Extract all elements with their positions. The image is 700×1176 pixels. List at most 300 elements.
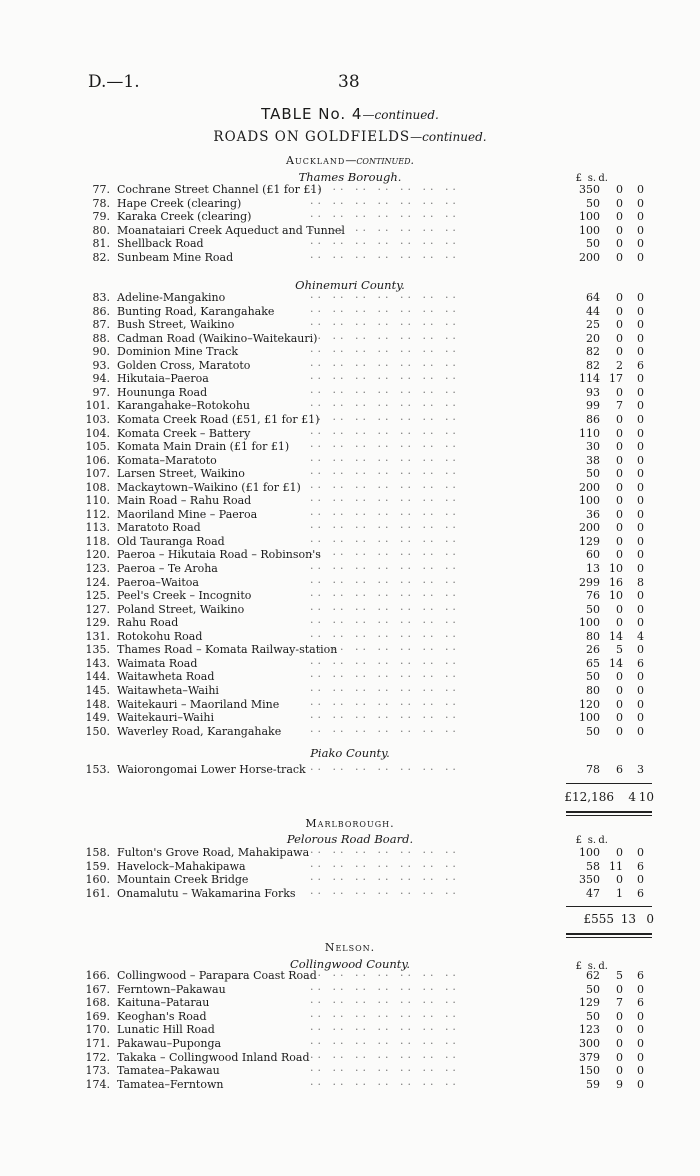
leader-dots: ·· ·· ·· ·· ·· ·· ··: [310, 616, 460, 629]
item-number: 166.: [85, 969, 110, 982]
amount-pence: 0: [637, 467, 644, 480]
amount-shillings: 14: [609, 657, 623, 670]
item-number: 97.: [92, 386, 110, 399]
total-pence: 0: [646, 912, 654, 926]
table-row: [60, 345, 660, 359]
amount-shillings: 0: [616, 210, 623, 223]
amount-shillings: 0: [616, 1064, 623, 1077]
amount-pence: 3: [637, 763, 644, 776]
table-row: [60, 1010, 660, 1024]
road-name: Tamatea–Ferntown: [117, 1078, 224, 1091]
subheading-thames-borough: Thames Borough.: [298, 170, 402, 184]
amount-pence: 0: [637, 643, 644, 656]
amount-shillings: 0: [616, 698, 623, 711]
amount-shillings: 0: [616, 251, 623, 264]
amount-shillings: 0: [616, 197, 623, 210]
road-name: Poland Street, Waikino: [117, 603, 245, 616]
table-row: [60, 427, 660, 441]
item-number: 105.: [85, 440, 110, 453]
amount-pounds: 20: [586, 332, 600, 345]
item-number: 86.: [92, 305, 110, 318]
item-number: 101.: [85, 399, 110, 412]
leader-dots: ·· ·· ·· ·· ·· ·· ··: [310, 345, 460, 358]
page-number: 38: [338, 72, 360, 92]
item-number: 129.: [85, 616, 110, 629]
item-number: 83.: [92, 291, 110, 304]
leader-dots: ·· ·· ·· ·· ·· ·· ··: [310, 427, 460, 440]
amount-pounds: 114: [579, 372, 600, 385]
item-number: 94.: [92, 372, 110, 385]
table-row: [60, 846, 660, 860]
item-number: 106.: [85, 454, 110, 467]
amount-pence: 0: [637, 562, 644, 575]
amount-pounds: 86: [586, 413, 600, 426]
amount-shillings: 0: [616, 494, 623, 507]
table-title: [0, 105, 700, 123]
table-row: [60, 399, 660, 413]
amount-shillings: 0: [616, 548, 623, 561]
item-number: 88.: [92, 332, 110, 345]
amount-pounds: 25: [586, 318, 600, 331]
total-double-rule-lower: [566, 815, 652, 816]
leader-dots: ·· ·· ·· ·· ·· ·· ··: [310, 763, 460, 776]
road-name: Cadman Road (Waikino–Waitekauri): [117, 332, 318, 345]
table-row: [60, 386, 660, 400]
road-name: Golden Cross, Maratoto: [117, 359, 251, 372]
amount-shillings: 14: [609, 630, 623, 643]
leader-dots: ·· ·· ·· ·· ·· ·· ··: [310, 359, 460, 372]
road-name: Hape Creek (clearing): [117, 197, 242, 210]
table-title-text: TABLE No. 4: [261, 105, 363, 123]
amount-pounds: 150: [579, 1064, 600, 1077]
leader-dots: ·· ·· ·· ·· ·· ·· ··: [310, 684, 460, 697]
amount-pounds: 36: [586, 508, 600, 521]
item-number: 159.: [85, 860, 110, 873]
amount-pence: 0: [637, 711, 644, 724]
amount-pence: 0: [637, 603, 644, 616]
pence-head: d.: [598, 835, 608, 846]
leader-dots: ·· ·· ·· ·· ·· ·· ··: [310, 711, 460, 724]
amount-shillings: 0: [616, 467, 623, 480]
leader-dots: ·· ·· ·· ·· ·· ·· ··: [310, 521, 460, 534]
item-number: 168.: [85, 996, 110, 1009]
road-name: Keoghan's Road: [117, 1010, 207, 1023]
amount-shillings: 0: [616, 846, 623, 859]
table-row: [60, 1023, 660, 1037]
amount-shillings: 0: [616, 454, 623, 467]
road-name: Havelock–Mahakipawa: [117, 860, 246, 873]
amount-pence: 0: [637, 535, 644, 548]
leader-dots: ·· ·· ·· ·· ·· ·· ··: [310, 332, 460, 345]
amount-pounds: 123: [579, 1023, 600, 1036]
shillings-head: s.: [587, 835, 596, 846]
road-name: Cochrane Street Channel (£1 for £1): [117, 183, 322, 196]
table-row: [60, 413, 660, 427]
road-name: Waiorongomai Lower Horse-track: [117, 763, 306, 776]
amount-pounds: 50: [586, 237, 600, 250]
item-number: 167.: [85, 983, 110, 996]
road-name: Paeroa–Waitoa: [117, 576, 199, 589]
subheading-piako-county: Piako County.: [310, 746, 390, 760]
amount-pounds: 300: [579, 1037, 600, 1050]
amount-pounds: 82: [586, 359, 600, 372]
item-number: 171.: [85, 1037, 110, 1050]
table-row: [60, 467, 660, 481]
road-name: Komata Creek Road (£51, £1 for £1): [117, 413, 320, 426]
table-row: [60, 197, 660, 211]
table-row: [60, 1037, 660, 1051]
road-name: Karangahake–Rotokohu: [117, 399, 250, 412]
road-name: Waitekauri – Maoriland Mine: [117, 698, 280, 711]
subtotal-rule: [566, 783, 652, 784]
amount-pence: 0: [637, 548, 644, 561]
leader-dots: ·· ·· ·· ·· ·· ·· ··: [310, 603, 460, 616]
amount-pounds: 38: [586, 454, 600, 467]
amount-pence: 0: [637, 481, 644, 494]
table-row: [60, 237, 660, 251]
amount-shillings: 0: [616, 183, 623, 196]
shillings-head: s.: [587, 961, 596, 972]
amount-pence: 8: [637, 576, 644, 589]
pounds-head: £: [575, 961, 582, 972]
amount-shillings: 0: [616, 305, 623, 318]
item-number: 160.: [85, 873, 110, 886]
item-number: 82.: [92, 251, 110, 264]
amount-pounds: 50: [586, 983, 600, 996]
amount-pence: 0: [637, 1064, 644, 1077]
item-number: 149.: [85, 711, 110, 724]
amount-pounds: 100: [579, 224, 600, 237]
amount-pence: 0: [637, 440, 644, 453]
road-name: Maratoto Road: [117, 521, 201, 534]
leader-dots: ·· ·· ·· ·· ·· ·· ··: [310, 1051, 460, 1064]
road-name: Moanataiari Creek Aqueduct and Tunnel: [117, 224, 345, 237]
amount-shillings: 2: [616, 359, 623, 372]
item-number: 104.: [85, 427, 110, 440]
table-row: [60, 630, 660, 644]
amount-pounds: 93: [586, 386, 600, 399]
road-name: Pakawau–Puponga: [117, 1037, 222, 1050]
item-number: 145.: [85, 684, 110, 697]
leader-dots: ·· ·· ·· ·· ·· ·· ··: [310, 183, 460, 196]
amount-pence: 0: [637, 873, 644, 886]
amount-pence: 4: [637, 630, 644, 643]
table-row: [60, 684, 660, 698]
pence-head: d.: [598, 961, 608, 972]
table-row: [60, 576, 660, 590]
item-number: 125.: [85, 589, 110, 602]
amount-shillings: 0: [616, 521, 623, 534]
road-name: Sunbeam Mine Road: [117, 251, 234, 264]
item-number: 161.: [85, 887, 110, 900]
table-row: [60, 454, 660, 468]
amount-pence: 0: [637, 399, 644, 412]
item-number: 131.: [85, 630, 110, 643]
total-double-rule-lower: [566, 937, 652, 938]
item-number: 103.: [85, 413, 110, 426]
amount-pounds: 50: [586, 603, 600, 616]
road-name: Tamatea–Pakawau: [117, 1064, 220, 1077]
table-row: [60, 983, 660, 997]
pounds-head: £: [575, 835, 582, 846]
item-number: 77.: [92, 183, 110, 196]
leader-dots: ·· ·· ·· ·· ·· ·· ··: [310, 873, 460, 886]
amount-pence: 0: [637, 386, 644, 399]
leader-dots: ·· ·· ·· ·· ·· ·· ··: [310, 318, 460, 331]
leader-dots: ·· ·· ·· ·· ·· ·· ··: [310, 562, 460, 575]
subheading-collingwood-county: Collingwood County.: [289, 957, 410, 971]
amount-pounds: 62: [586, 969, 600, 982]
table-row: [60, 860, 660, 874]
amount-pounds: 50: [586, 725, 600, 738]
leader-dots: ·· ·· ·· ·· ·· ·· ··: [310, 983, 460, 996]
amount-pence: 6: [637, 969, 644, 982]
table-row: [60, 657, 660, 671]
amount-pence: 0: [637, 1078, 644, 1091]
amount-pounds: 65: [586, 657, 600, 670]
item-number: 148.: [85, 698, 110, 711]
table-row: [60, 494, 660, 508]
region-continued: —continued.: [345, 154, 414, 167]
amount-shillings: 0: [616, 224, 623, 237]
amount-shillings: 0: [616, 873, 623, 886]
table-row: [60, 224, 660, 238]
amount-pounds: 58: [586, 860, 600, 873]
road-name: Main Road – Rahu Road: [117, 494, 252, 507]
road-name: Waitawheta Road: [117, 670, 215, 683]
item-number: 78.: [92, 197, 110, 210]
amount-pence: 0: [637, 670, 644, 683]
document-reference: D.—1.: [88, 72, 140, 92]
amount-pence: 0: [637, 183, 644, 196]
amount-pounds: 80: [586, 684, 600, 697]
amount-pounds: 78: [586, 763, 600, 776]
amount-pounds: 50: [586, 467, 600, 480]
amount-pence: 0: [637, 454, 644, 467]
leader-dots: ·· ·· ·· ·· ·· ·· ··: [310, 508, 460, 521]
amount-pence: 0: [637, 345, 644, 358]
amount-pence: 0: [637, 291, 644, 304]
leader-dots: ·· ·· ·· ·· ·· ·· ··: [310, 454, 460, 467]
amount-pounds: 82: [586, 345, 600, 358]
leader-dots: ·· ·· ·· ·· ·· ·· ··: [310, 467, 460, 480]
leader-dots: ·· ·· ·· ·· ·· ·· ··: [310, 481, 460, 494]
amount-pounds: 200: [579, 251, 600, 264]
road-name: Waimata Road: [117, 657, 198, 670]
amount-pence: 0: [637, 197, 644, 210]
road-name: Maoriland Mine – Paeroa: [117, 508, 258, 521]
amount-pounds: 299: [579, 576, 600, 589]
road-name: Peel's Creek – Incognito: [117, 589, 252, 602]
road-name: Karaka Creek (clearing): [117, 210, 252, 223]
amount-pence: 6: [637, 860, 644, 873]
table-row: [60, 1064, 660, 1078]
road-name: Rahu Road: [117, 616, 179, 629]
road-name: Waitawheta–Waihi: [117, 684, 219, 697]
amount-shillings: 11: [609, 860, 623, 873]
amount-pence: 0: [637, 224, 644, 237]
shillings-head: s.: [587, 173, 596, 184]
table-row: [60, 359, 660, 373]
item-number: 174.: [85, 1078, 110, 1091]
amount-shillings: 0: [616, 237, 623, 250]
subheading-ohinemuri-county: Ohinemuri County.: [295, 278, 405, 292]
amount-pounds: 50: [586, 1010, 600, 1023]
amount-shillings: 0: [616, 345, 623, 358]
amount-pence: 6: [637, 657, 644, 670]
item-number: 93.: [92, 359, 110, 372]
table-row: [60, 291, 660, 305]
amount-shillings: 0: [616, 711, 623, 724]
table-subtitle: [0, 129, 700, 145]
amount-shillings: 0: [616, 508, 623, 521]
table-row: [60, 508, 660, 522]
road-name: Bush Street, Waikino: [117, 318, 235, 331]
amount-shillings: 0: [616, 291, 623, 304]
amount-pence: 0: [637, 1023, 644, 1036]
amount-pence: 0: [637, 508, 644, 521]
total-double-rule: [566, 933, 652, 935]
table-row: [60, 873, 660, 887]
subheading-pelorous-road-board: Pelorous Road Board.: [286, 832, 414, 846]
item-number: 124.: [85, 576, 110, 589]
amount-shillings: 1: [616, 887, 623, 900]
table-row: [60, 372, 660, 386]
road-name: Onamalutu – Wakamarina Forks: [117, 887, 296, 900]
item-number: 123.: [85, 562, 110, 575]
leader-dots: ·· ·· ·· ·· ·· ·· ··: [310, 224, 460, 237]
item-number: 113.: [85, 521, 110, 534]
leader-dots: ·· ·· ·· ·· ·· ·· ··: [310, 197, 460, 210]
item-number: 158.: [85, 846, 110, 859]
road-name: Dominion Mine Track: [117, 345, 239, 358]
item-number: 79.: [92, 210, 110, 223]
pounds-head: £: [575, 173, 582, 184]
table-row: [60, 589, 660, 603]
amount-pounds: 100: [579, 616, 600, 629]
total-shillings: 13: [620, 912, 636, 926]
leader-dots: ·· ·· ·· ·· ·· ·· ··: [310, 305, 460, 318]
road-name: Collingwood – Parapara Coast Road: [117, 969, 317, 982]
table-row: [60, 1078, 660, 1092]
amount-pence: 6: [637, 887, 644, 900]
amount-pounds: 13: [586, 562, 600, 575]
amount-shillings: 0: [616, 413, 623, 426]
item-number: 150.: [85, 725, 110, 738]
amount-pence: 0: [637, 846, 644, 859]
amount-pounds: 26: [586, 643, 600, 656]
amount-pence: 0: [637, 427, 644, 440]
leader-dots: ·· ·· ·· ·· ·· ·· ··: [310, 237, 460, 250]
amount-pence: 0: [637, 1037, 644, 1050]
road-name: Hoununga Road: [117, 386, 208, 399]
amount-pence: 0: [637, 413, 644, 426]
amount-shillings: 16: [609, 576, 623, 589]
amount-pounds: 110: [579, 427, 600, 440]
road-name: Bunting Road, Karangahake: [117, 305, 275, 318]
amount-pounds: 100: [579, 494, 600, 507]
leader-dots: ·· ·· ·· ·· ·· ·· ··: [310, 251, 460, 264]
table-row: [60, 698, 660, 712]
item-number: 87.: [92, 318, 110, 331]
road-name: Thames Road – Komata Railway-station: [117, 643, 338, 656]
leader-dots: ·· ·· ·· ·· ·· ·· ··: [310, 576, 460, 589]
amount-pence: 0: [637, 684, 644, 697]
leader-dots: ·· ·· ·· ·· ·· ·· ··: [310, 535, 460, 548]
leader-dots: ·· ·· ·· ·· ·· ·· ··: [310, 494, 460, 507]
amount-shillings: 10: [609, 562, 623, 575]
leader-dots: ·· ·· ·· ·· ·· ·· ··: [310, 413, 460, 426]
leader-dots: ·· ·· ·· ·· ·· ·· ··: [310, 440, 460, 453]
amount-pounds: 129: [579, 535, 600, 548]
table-row: [60, 603, 660, 617]
amount-shillings: 7: [616, 996, 623, 1009]
leader-dots: ·· ·· ·· ·· ·· ·· ··: [310, 372, 460, 385]
road-name: Adeline-Mangakino: [117, 291, 226, 304]
road-name: Komata Main Drain (£1 for £1): [117, 440, 290, 453]
leader-dots: ·· ·· ·· ·· ·· ·· ··: [310, 548, 460, 561]
leader-dots: ·· ·· ·· ·· ·· ·· ··: [310, 630, 460, 643]
amount-shillings: 0: [616, 684, 623, 697]
amount-shillings: 0: [616, 725, 623, 738]
item-number: 153.: [85, 763, 110, 776]
amount-shillings: 0: [616, 535, 623, 548]
amount-pounds: 50: [586, 670, 600, 683]
road-name: Komata Creek – Battery: [117, 427, 251, 440]
amount-pounds: 50: [586, 197, 600, 210]
amount-shillings: 0: [616, 603, 623, 616]
amount-pounds: 59: [586, 1078, 600, 1091]
item-number: 172.: [85, 1051, 110, 1064]
amount-pence: 0: [637, 318, 644, 331]
table-row: [60, 183, 660, 197]
amount-pounds: 379: [579, 1051, 600, 1064]
amount-pence: 0: [637, 237, 644, 250]
pence-head: d.: [598, 173, 608, 184]
table-subtitle-text: ROADS ON GOLDFIELDS: [213, 129, 411, 145]
leader-dots: ·· ·· ·· ·· ·· ·· ··: [310, 1078, 460, 1091]
amount-shillings: 0: [616, 440, 623, 453]
table-row: [60, 251, 660, 265]
amount-pence: 0: [637, 616, 644, 629]
total-shillings: 4: [628, 790, 636, 804]
amount-pounds: 350: [579, 183, 600, 196]
amount-pounds: 120: [579, 698, 600, 711]
leader-dots: ·· ·· ·· ·· ·· ·· ··: [310, 1023, 460, 1036]
road-name: Waitekauri–Waihi: [117, 711, 214, 724]
table-subtitle-continued: —continued.: [410, 130, 487, 144]
region-heading-marlborough: Marlborough.: [305, 817, 395, 830]
amount-shillings: 0: [616, 481, 623, 494]
amount-pounds: 129: [579, 996, 600, 1009]
total-pence: 10: [638, 790, 654, 804]
amount-pounds: 64: [586, 291, 600, 304]
item-number: 110.: [85, 494, 110, 507]
amount-pence: 0: [637, 725, 644, 738]
marlborough-total: [560, 911, 660, 927]
table-row: [60, 996, 660, 1010]
amount-pounds: 100: [579, 210, 600, 223]
amount-pence: 0: [637, 372, 644, 385]
amount-shillings: 0: [616, 1010, 623, 1023]
leader-dots: ·· ·· ·· ·· ·· ·· ··: [310, 698, 460, 711]
item-number: 80.: [92, 224, 110, 237]
region-name: Auckland: [286, 154, 346, 167]
item-number: 173.: [85, 1064, 110, 1077]
leader-dots: ·· ·· ·· ·· ·· ·· ··: [310, 670, 460, 683]
amount-shillings: 7: [616, 399, 623, 412]
item-number: 81.: [92, 237, 110, 250]
